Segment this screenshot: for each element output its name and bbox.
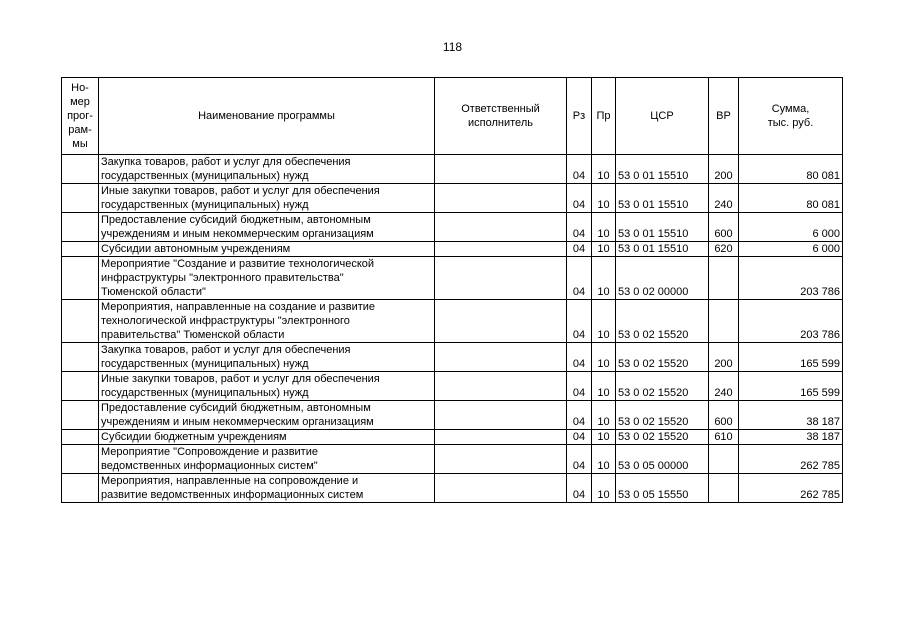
cell-vr [709,445,739,474]
cell-vr: 600 [709,401,739,430]
cell-sum: 165 599 [739,372,843,401]
cell-responsible [435,445,567,474]
table-row [62,445,843,474]
cell-vr: 240 [709,184,739,213]
cell-program-name: Мероприятие "Сопровождение и развитие ведомственных информационных систем" [99,445,435,474]
cell-responsible [435,430,567,445]
cell-program-name: Иные закупки товаров, работ и услуг для обеспечения государственных (муниципальных) нужд [99,184,435,213]
cell-responsible [435,213,567,242]
header-sum: Сумма, тыс. руб. [739,78,843,155]
cell-rz: 04 [567,401,592,430]
cell-vr: 610 [709,430,739,445]
cell-program-number [62,300,99,343]
cell-vr [709,257,739,300]
budget-table [61,77,843,503]
cell-csr: 53 0 01 15510 [616,155,709,184]
cell-sum: 203 786 [739,257,843,300]
cell-program-number [62,372,99,401]
cell-program-number [62,257,99,300]
cell-rz: 04 [567,155,592,184]
cell-vr [709,300,739,343]
table-header-row [62,78,843,155]
table-row [62,300,843,343]
cell-program-number [62,213,99,242]
cell-pr: 10 [592,474,616,503]
cell-pr: 10 [592,213,616,242]
cell-responsible [435,300,567,343]
table-row [62,257,843,300]
cell-rz: 04 [567,474,592,503]
table-row [62,155,843,184]
cell-program-name: Предоставление субсидий бюджетным, автономным учреждениям и иным некоммерческим организациям [99,213,435,242]
cell-rz: 04 [567,242,592,257]
cell-program-number [62,155,99,184]
cell-responsible [435,372,567,401]
cell-program-number [62,401,99,430]
cell-program-name: Субсидии автономным учреждениям [99,242,435,257]
cell-sum: 80 081 [739,184,843,213]
cell-program-name: Закупка товаров, работ и услуг для обеспечения государственных (муниципальных) нужд [99,155,435,184]
cell-program-name: Предоставление субсидий бюджетным, автономным учреждениям и иным некоммерческим организациям [99,401,435,430]
cell-program-name: Закупка товаров, работ и услуг для обеспечения государственных (муниципальных) нужд [99,343,435,372]
table-row [62,430,843,445]
header-responsible: Ответственный исполнитель [435,78,567,155]
cell-sum: 165 599 [739,343,843,372]
table-row [62,343,843,372]
cell-program-name: Мероприятия, направленные на сопровождение и развитие ведомственных информационных систем [99,474,435,503]
cell-responsible [435,343,567,372]
cell-program-name: Мероприятие "Создание и развитие технологической инфраструктуры "электронного правительства" Тюменской области" [99,257,435,300]
cell-rz: 04 [567,184,592,213]
table-row [62,401,843,430]
cell-sum: 6 000 [739,242,843,257]
cell-rz: 04 [567,343,592,372]
cell-sum: 6 000 [739,213,843,242]
cell-csr: 53 0 01 15510 [616,213,709,242]
cell-pr: 10 [592,242,616,257]
cell-pr: 10 [592,155,616,184]
cell-csr: 53 0 01 15510 [616,242,709,257]
cell-vr: 200 [709,155,739,184]
cell-csr: 53 0 02 15520 [616,401,709,430]
cell-rz: 04 [567,213,592,242]
cell-vr: 200 [709,343,739,372]
cell-pr: 10 [592,401,616,430]
cell-sum: 38 187 [739,401,843,430]
cell-vr: 620 [709,242,739,257]
cell-program-number [62,343,99,372]
page-number: 118 [442,40,463,54]
cell-responsible [435,401,567,430]
cell-program-number [62,445,99,474]
cell-sum: 262 785 [739,474,843,503]
cell-responsible [435,474,567,503]
cell-csr: 53 0 05 00000 [616,445,709,474]
cell-rz: 04 [567,372,592,401]
cell-sum: 203 786 [739,300,843,343]
cell-responsible [435,155,567,184]
cell-program-name: Мероприятия, направленные на создание и развитие технологической инфраструктуры "электронного правительства" Тюменской области [99,300,435,343]
table-row [62,184,843,213]
cell-rz: 04 [567,445,592,474]
cell-csr: 53 0 02 00000 [616,257,709,300]
header-program-name: Наименование программы [99,78,435,155]
cell-program-name: Иные закупки товаров, работ и услуг для обеспечения государственных (муниципальных) нужд [99,372,435,401]
cell-responsible [435,242,567,257]
cell-sum: 38 187 [739,430,843,445]
cell-program-name: Субсидии бюджетным учреждениям [99,430,435,445]
cell-rz: 04 [567,257,592,300]
cell-program-number [62,184,99,213]
cell-pr: 10 [592,372,616,401]
cell-program-number [62,474,99,503]
table-row [62,474,843,503]
cell-pr: 10 [592,430,616,445]
header-rz: Рз [567,78,592,155]
cell-csr: 53 0 02 15520 [616,300,709,343]
cell-sum: 262 785 [739,445,843,474]
header-program-number: Но- мер прог- рам- мы [62,78,99,155]
header-csr: ЦСР [616,78,709,155]
cell-csr: 53 0 05 15550 [616,474,709,503]
cell-csr: 53 0 02 15520 [616,343,709,372]
cell-sum: 80 081 [739,155,843,184]
cell-responsible [435,184,567,213]
cell-vr: 600 [709,213,739,242]
cell-vr [709,474,739,503]
cell-rz: 04 [567,430,592,445]
header-pr: Пр [592,78,616,155]
table-row [62,213,843,242]
cell-pr: 10 [592,343,616,372]
cell-csr: 53 0 01 15510 [616,184,709,213]
cell-pr: 10 [592,300,616,343]
cell-vr: 240 [709,372,739,401]
cell-pr: 10 [592,184,616,213]
cell-rz: 04 [567,300,592,343]
cell-responsible [435,257,567,300]
cell-csr: 53 0 02 15520 [616,372,709,401]
table-row [62,242,843,257]
cell-program-number [62,430,99,445]
cell-pr: 10 [592,257,616,300]
table-row [62,372,843,401]
cell-pr: 10 [592,445,616,474]
header-vr: ВР [709,78,739,155]
cell-program-number [62,242,99,257]
cell-csr: 53 0 02 15520 [616,430,709,445]
